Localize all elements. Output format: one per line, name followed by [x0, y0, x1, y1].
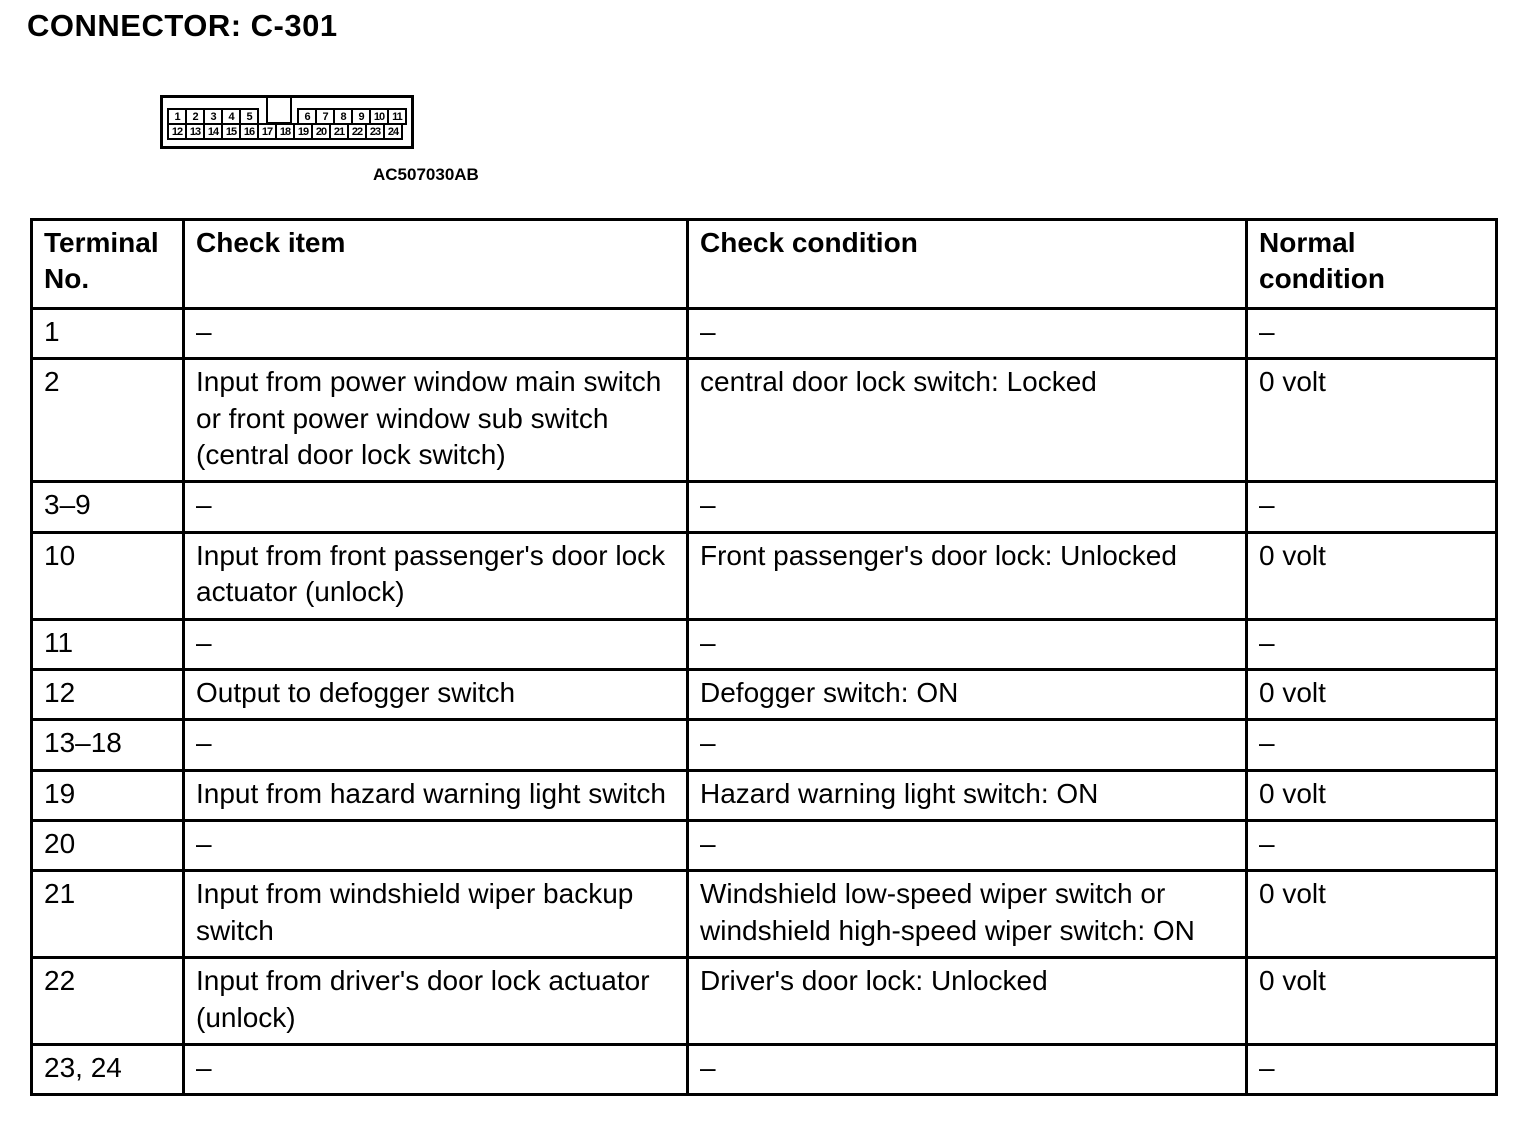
check-item-cell: Input from power window main switch or front power window sub switch (central door lock switch) [184, 359, 688, 482]
table-row [32, 720, 1497, 770]
terminal-no-cell: 22 [32, 958, 184, 1045]
connector-pin-21: 21 [329, 123, 349, 140]
connector-pin-2: 2 [185, 108, 205, 125]
normal-condition-cell: 0 volt [1247, 359, 1497, 482]
header-check-condition: Check condition [688, 220, 1247, 309]
table-body [32, 308, 1497, 1095]
terminal-no-cell: 3–9 [32, 482, 184, 532]
normal-condition-cell: – [1247, 1045, 1497, 1095]
terminal-no-cell: 10 [32, 532, 184, 619]
connector-pin-7: 7 [315, 108, 335, 125]
check-condition-cell: – [688, 720, 1247, 770]
table-row [32, 308, 1497, 358]
table-header [32, 220, 1497, 309]
connector-pin-17: 17 [257, 123, 277, 140]
connector-pin-11: 11 [387, 108, 407, 125]
header-terminal-no: Terminal No. [32, 220, 184, 309]
check-item-cell: – [184, 308, 688, 358]
normal-condition-cell: – [1247, 821, 1497, 871]
connector-bottom-row [167, 123, 407, 140]
connector-pin-18: 18 [275, 123, 295, 140]
check-condition-cell: – [688, 308, 1247, 358]
check-item-cell: – [184, 1045, 688, 1095]
connector-pin-6: 6 [297, 108, 317, 125]
terminal-no-cell: 13–18 [32, 720, 184, 770]
terminal-no-cell: 12 [32, 669, 184, 719]
connector-pin-10: 10 [369, 108, 389, 125]
table-row [32, 619, 1497, 669]
check-condition-cell: Hazard warning light switch: ON [688, 770, 1247, 820]
normal-condition-cell: – [1247, 619, 1497, 669]
check-item-cell: Input from hazard warning light switch [184, 770, 688, 820]
table-row [32, 958, 1497, 1045]
connector-pin-16: 16 [239, 123, 259, 140]
diagram-reference-label: AC507030AB [373, 165, 479, 184]
page-title: CONNECTOR: C-301 [27, 8, 338, 43]
check-condition-cell: central door lock switch: Locked [688, 359, 1247, 482]
check-item-cell: Input from windshield wiper backup switch [184, 871, 688, 958]
table-row [32, 669, 1497, 719]
terminal-no-cell: 21 [32, 871, 184, 958]
table-row [32, 770, 1497, 820]
normal-condition-cell: – [1247, 308, 1497, 358]
check-item-cell: Output to defogger switch [184, 669, 688, 719]
terminal-no-cell: 11 [32, 619, 184, 669]
connector-outline [160, 95, 414, 149]
check-item-cell: – [184, 619, 688, 669]
check-condition-cell: Front passenger's door lock: Unlocked [688, 532, 1247, 619]
header-row [32, 220, 1497, 309]
check-item-cell: – [184, 482, 688, 532]
connector-pin-5: 5 [239, 108, 259, 125]
normal-condition-cell: – [1247, 482, 1497, 532]
terminal-no-cell: 1 [32, 308, 184, 358]
normal-condition-cell: – [1247, 720, 1497, 770]
connector-pin-24: 24 [383, 123, 403, 140]
connector-pin-4: 4 [221, 108, 241, 125]
table-row [32, 482, 1497, 532]
header-normal-condition: Normal condition [1247, 220, 1497, 309]
connector-pin-22: 22 [347, 123, 367, 140]
connector-pin-20: 20 [311, 123, 331, 140]
connector-pin-15: 15 [221, 123, 241, 140]
normal-condition-cell: 0 volt [1247, 770, 1497, 820]
check-condition-cell: – [688, 821, 1247, 871]
connector-pin-14: 14 [203, 123, 223, 140]
terminal-no-cell: 19 [32, 770, 184, 820]
normal-condition-cell: 0 volt [1247, 532, 1497, 619]
check-item-cell: Input from driver's door lock actuator (unlock) [184, 958, 688, 1045]
terminal-no-cell: 2 [32, 359, 184, 482]
connector-pin-13: 13 [185, 123, 205, 140]
check-condition-cell: – [688, 619, 1247, 669]
check-condition-cell: Windshield low-speed wiper switch or windshield high-speed wiper switch: ON [688, 871, 1247, 958]
connector-latch [266, 96, 292, 124]
connector-pin-12: 12 [167, 123, 187, 140]
check-condition-cell: – [688, 1045, 1247, 1095]
table-row [32, 871, 1497, 958]
table-row [32, 821, 1497, 871]
normal-condition-cell: 0 volt [1247, 669, 1497, 719]
connector-pin-19: 19 [293, 123, 313, 140]
check-item-cell: Input from front passenger's door lock actuator (unlock) [184, 532, 688, 619]
table-row [32, 359, 1497, 482]
normal-condition-cell: 0 volt [1247, 958, 1497, 1045]
terminal-no-cell: 20 [32, 821, 184, 871]
header-check-item: Check item [184, 220, 688, 309]
connector-pin-8: 8 [333, 108, 353, 125]
check-item-cell: – [184, 720, 688, 770]
normal-condition-cell: 0 volt [1247, 871, 1497, 958]
connector-pin-1: 1 [167, 108, 187, 125]
check-condition-cell: Defogger switch: ON [688, 669, 1247, 719]
terminal-check-table [30, 218, 1498, 1096]
check-condition-cell: Driver's door lock: Unlocked [688, 958, 1247, 1045]
check-item-cell: – [184, 821, 688, 871]
connector-keyway [259, 108, 299, 125]
table-row [32, 1045, 1497, 1095]
table-row [32, 532, 1497, 619]
terminal-no-cell: 23, 24 [32, 1045, 184, 1095]
connector-diagram [160, 95, 414, 149]
connector-pin-23: 23 [365, 123, 385, 140]
connector-pin-9: 9 [351, 108, 371, 125]
connector-pin-3: 3 [203, 108, 223, 125]
check-condition-cell: – [688, 482, 1247, 532]
